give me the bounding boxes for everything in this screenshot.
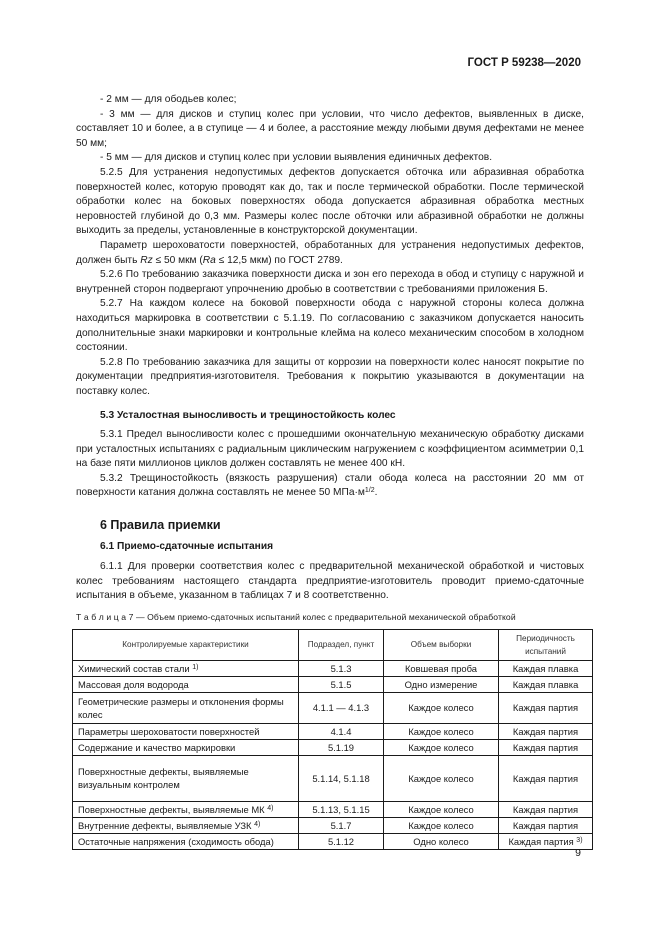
- cell-section: 5.1.19: [299, 739, 384, 755]
- cell-text: Каждая партия: [512, 803, 579, 815]
- paragraph-6-1-1: 6.1.1 Для проверки соответствия колес с предварительной механической обработкой и чистовых колес требованиям настоящего стандарта предприятие-изготовитель проводит приемо-сдаточные испытания в объеме, указанном в таблицах 7 и 8 соответственно.: [76, 561, 584, 602]
- cell-text: Каждая партия: [512, 725, 579, 737]
- header-sample: Объем выборки: [384, 629, 499, 660]
- paragraph-5-2-5: 5.2.5 Для устранения недопустимых дефектов допускается обточка или абразивная обработка поверхностей колес, которую проводят как до, так и после термической обработки. После термической обработки колес на боковых поверхностях обода допускается абразивная обработка местных неровностей глубиной до 0,3 мм. Размеры колес после обточки или абразивной обработки не должны выходить за пределы, установленные в конструкторской документации.: [76, 166, 584, 237]
- footnote-ref: 1): [192, 663, 199, 671]
- cell-periodicity: [499, 739, 593, 755]
- cell-text: Поверхностные дефекты, выявляемые МК: [78, 803, 265, 815]
- table-row: [73, 801, 593, 817]
- cell-sample: Ковшевая проба: [384, 660, 499, 676]
- table-row: [73, 833, 593, 849]
- page-number: 9: [575, 847, 581, 859]
- cell-text: Содержание и качество маркировки: [78, 741, 236, 753]
- cell-periodicity: [499, 692, 593, 723]
- section-heading-5-3: 5.3 Усталостная выносливость и трещиностойкость колес: [100, 410, 396, 422]
- cell-characteristic: [73, 817, 299, 833]
- table-row: [73, 676, 593, 692]
- cell-section: 5.1.3: [299, 660, 384, 676]
- cell-text: Геометрические размеры и отклонения формы колес: [78, 695, 284, 720]
- cell-characteristic: [73, 833, 299, 849]
- cell-section: 4.1.1 — 4.1.3: [299, 692, 384, 723]
- cell-text: Остаточные напряжения (сходимость обода): [78, 835, 274, 847]
- cell-text: Параметры шероховатости поверхностей: [78, 725, 260, 737]
- cell-text: Каждая партия: [512, 772, 579, 784]
- cell-text: Каждая партия: [508, 835, 574, 847]
- cell-characteristic: [73, 676, 299, 692]
- cell-sample: Каждое колесо: [384, 692, 499, 723]
- cell-periodicity: [499, 723, 593, 739]
- cell-sample: Каждое колесо: [384, 817, 499, 833]
- cell-text: Каждая партия: [512, 702, 579, 714]
- cell-sample: Каждое колесо: [384, 755, 499, 801]
- cell-sample: Каждое колесо: [384, 723, 499, 739]
- cell-section: 5.1.14, 5.1.18: [299, 755, 384, 801]
- table-row: [73, 755, 593, 801]
- cell-characteristic: [73, 739, 299, 755]
- cell-characteristic: [73, 692, 299, 723]
- paragraph: - 2 мм — для ободьев колес;: [100, 94, 237, 105]
- cell-sample: Каждое колесо: [384, 801, 499, 817]
- cell-sample: Одно колесо: [384, 833, 499, 849]
- table-row: [73, 723, 593, 739]
- paragraph: - 3 мм — для дисков и ступиц колес при условии, что число дефектов, выявленных в диске, составляет 10 и более, а в ступице — 4 и более, а расстояние между любыми двумя дефектами не менее 50 мм;: [76, 108, 584, 149]
- cell-text: Химический состав стали: [78, 662, 190, 674]
- paragraph-5-2-8: 5.2.8 По требованию заказчика для защиты от коррозии на поверхности колес наносят покрытие по документации предприятия-изготовителя. Требования к покрытию указываются в документации на поставку колес.: [76, 356, 584, 397]
- paragraph-roughness: [76, 239, 584, 268]
- cell-sample: Каждое колесо: [384, 739, 499, 755]
- header-periodicity: Периодичность испытаний: [499, 629, 593, 660]
- text: Параметр шероховатости поверхностей, обработанных для устранения недопустимых дефектов, должен быть: [76, 239, 584, 266]
- footnote-ref: 4): [254, 820, 261, 828]
- cell-periodicity: [499, 676, 593, 692]
- text: ≤ 12,5 мкм) по ГОСТ 2789.: [215, 254, 343, 266]
- text: 5.3.2 Трещиностойкость (вязкость разрушения) стали обода колеса на расстоянии 20 мм от поверхности катания должна составлять не менее 50 МПа·м: [76, 472, 584, 499]
- rz-symbol: Rz: [140, 254, 153, 266]
- paragraph-5-2-6: 5.2.6 По требованию заказчика поверхности диска и зон его перехода в обод и ступицу с наружной и внутренней сторон подвергают упрочнению дробью в соответствии с требованиями приложения Б.: [76, 269, 584, 295]
- footnote-ref: 3): [576, 836, 583, 844]
- cell-text: Массовая доля водорода: [78, 678, 189, 690]
- acceptance-table: [72, 629, 593, 850]
- cell-characteristic: [73, 660, 299, 676]
- table-row: [73, 660, 593, 676]
- header-section: Подраздел, пункт: [299, 629, 384, 660]
- page-body: [76, 93, 584, 850]
- cell-characteristic: [73, 755, 299, 801]
- cell-text: Каждая партия: [512, 741, 579, 753]
- table-row: [73, 692, 593, 723]
- text: .: [374, 487, 378, 499]
- table-header-row: [73, 629, 593, 660]
- cell-section: 5.1.12: [299, 833, 384, 849]
- footnote-ref: 4): [267, 804, 274, 812]
- cell-characteristic: [73, 723, 299, 739]
- cell-text: Каждая партия: [512, 819, 579, 831]
- cell-periodicity: [499, 801, 593, 817]
- text: ≤ 50 мкм (: [152, 254, 203, 266]
- cell-text: Внутренние дефекты, выявляемые УЗК: [78, 819, 252, 831]
- cell-section: 5.1.7: [299, 817, 384, 833]
- table-row: [73, 739, 593, 755]
- cell-section: 5.1.13, 5.1.15: [299, 801, 384, 817]
- cell-periodicity: [499, 755, 593, 801]
- section-heading-6: 6 Правила приемки: [100, 518, 221, 533]
- cell-text: Каждая плавка: [512, 678, 579, 690]
- paragraph: - 5 мм — для дисков и ступиц колес при условии выявления единичных дефектов.: [100, 152, 493, 164]
- cell-section: 4.1.4: [299, 723, 384, 739]
- exponent: 1/2: [364, 487, 375, 495]
- table-caption: Т а б л и ц а 7 — Объем приемо-сдаточных испытаний колес с предварительной механической обработкой: [76, 612, 516, 622]
- document-code: ГОСТ Р 59238—2020: [467, 57, 581, 69]
- cell-text: Поверхностные дефекты, выявляемые визуальным контролем: [78, 766, 249, 791]
- ra-symbol: Ra: [202, 254, 216, 266]
- cell-periodicity: [499, 817, 593, 833]
- cell-text: Каждая плавка: [512, 662, 579, 674]
- section-heading-6-1: 6.1 Приемо-сдаточные испытания: [100, 540, 274, 552]
- cell-periodicity: [499, 660, 593, 676]
- cell-characteristic: [73, 801, 299, 817]
- paragraph-5-2-7: 5.2.7 На каждом колесе на боковой поверхности обода с наружной стороны колеса должна находиться маркировка в соответствии с 5.1.19. По согласованию с заказчиком допускается наносить дополнительные знаки маркировки и контрольные клейма на колесо механическим способом в холодном состоянии.: [76, 298, 584, 354]
- paragraph-5-3-1: 5.3.1 Предел выносливости колес с прошедшими окончательную механическую обработку дисками при усталостных испытаниях с радиальным циклическим нагружением с коэффициентом асимметрии 0,1 на базе пяти миллионов циклов должен составлять не менее 400 кН.: [76, 429, 584, 470]
- cell-sample: Одно измерение: [384, 676, 499, 692]
- header-characteristics: Контролируемые характеристики: [73, 629, 299, 660]
- cell-section: 5.1.5: [299, 676, 384, 692]
- table-row: [73, 817, 593, 833]
- paragraph-5-3-2: [76, 472, 584, 501]
